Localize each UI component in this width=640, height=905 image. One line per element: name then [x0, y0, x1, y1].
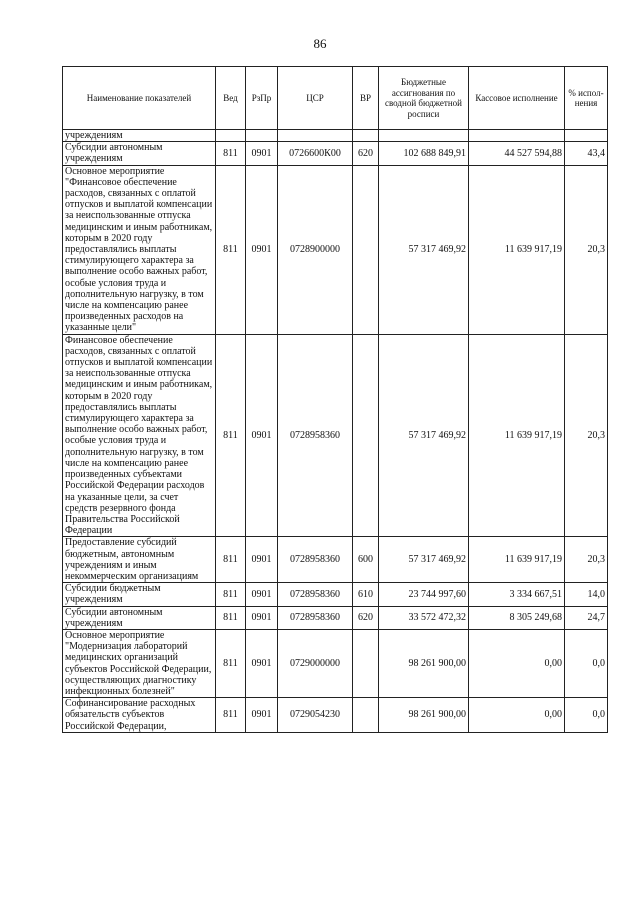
cell-cash: 11 639 917,19	[469, 537, 565, 583]
cell-cash: 3 334 667,51	[469, 583, 565, 606]
cell-rzpr: 0901	[246, 606, 278, 629]
cell-assigned: 57 317 469,92	[379, 537, 469, 583]
cell-cash: 11 639 917,19	[469, 334, 565, 537]
cell-vr: 620	[353, 142, 379, 165]
cell-name: Финансовое обеспечение расходов, связанных с оплатой отпусков и выплатой компенсации за неиспользованные отпуска медицинским и иным работникам, которым в 2020 году предоставлялись выплаты стимулирующего характера за выполнение особо важных работ, особые условия труда и дополнительную нагрузку, в том числе на компенсацию ранее произведенных субъектами Российской Федерации расходов на указанные цели, за счет средств резервного фонда Правительства Российской Федерации	[63, 334, 216, 537]
cell-name: Основное мероприятие "Финансовое обеспечение расходов, связанных с оплатой отпусков и выплатой компенсации за неиспользованные отпуска медицинским и иным работникам, которым в 2020 году предоставлялись выплаты стимулирующего характера за выполнение особо важных работ, особые условия труда и дополнительную нагрузку, в том числе на компенсацию ранее произведенных расходов на указанные цели"	[63, 165, 216, 334]
cell-csr: 0728958360	[278, 583, 353, 606]
cell-rzpr: 0901	[246, 698, 278, 733]
cell-csr: 0728958360	[278, 537, 353, 583]
cell-percent: 24,7	[565, 606, 608, 629]
cell-assigned	[379, 130, 469, 142]
cell-name: Предоставление субсидий бюджетным, автономным учреждениям и иным некоммерческим организациям	[63, 537, 216, 583]
cell-ved: 811	[216, 537, 246, 583]
header-csr: ЦСР	[278, 67, 353, 130]
cell-ved: 811	[216, 606, 246, 629]
cell-assigned: 33 572 472,32	[379, 606, 469, 629]
cell-rzpr: 0901	[246, 334, 278, 537]
cell-rzpr: 0901	[246, 629, 278, 697]
cell-csr	[278, 130, 353, 142]
header-rzpr: РзПр	[246, 67, 278, 130]
cell-rzpr	[246, 130, 278, 142]
cell-rzpr: 0901	[246, 142, 278, 165]
budget-execution-table	[62, 66, 608, 733]
cell-assigned: 98 261 900,00	[379, 698, 469, 733]
cell-ved: 811	[216, 583, 246, 606]
header-percent: % испол-нения	[565, 67, 608, 130]
cell-csr: 0726600К00	[278, 142, 353, 165]
cell-csr: 0729054230	[278, 698, 353, 733]
cell-csr: 0728958360	[278, 606, 353, 629]
cell-cash: 11 639 917,19	[469, 165, 565, 334]
cell-rzpr: 0901	[246, 537, 278, 583]
cell-vr	[353, 165, 379, 334]
header-assigned: Бюджетные ассигнования по сводной бюджетной росписи	[379, 67, 469, 130]
page-number: 86	[313, 36, 327, 51]
cell-rzpr: 0901	[246, 583, 278, 606]
cell-csr: 0728958360	[278, 334, 353, 537]
table-row	[63, 334, 608, 537]
cell-assigned: 98 261 900,00	[379, 629, 469, 697]
cell-cash: 0,00	[469, 698, 565, 733]
cell-vr: 610	[353, 583, 379, 606]
cell-percent: 43,4	[565, 142, 608, 165]
cell-ved	[216, 130, 246, 142]
cell-ved: 811	[216, 698, 246, 733]
cell-name: учреждениям	[63, 130, 216, 142]
table-row	[63, 142, 608, 165]
table-row	[63, 130, 608, 142]
header-ved: Вед	[216, 67, 246, 130]
cell-vr: 600	[353, 537, 379, 583]
cell-percent: 14,0	[565, 583, 608, 606]
cell-percent: 20,3	[565, 165, 608, 334]
table-row	[63, 698, 608, 733]
cell-assigned: 57 317 469,92	[379, 165, 469, 334]
table-row	[63, 537, 608, 583]
cell-name: Субсидии бюджетным учреждениям	[63, 583, 216, 606]
cell-percent: 20,3	[565, 537, 608, 583]
cell-cash: 0,00	[469, 629, 565, 697]
cell-assigned: 23 744 997,60	[379, 583, 469, 606]
table-header-row	[63, 67, 608, 130]
cell-vr	[353, 698, 379, 733]
cell-csr: 0728900000	[278, 165, 353, 334]
cell-vr: 620	[353, 606, 379, 629]
cell-vr	[353, 629, 379, 697]
cell-percent: 20,3	[565, 334, 608, 537]
cell-vr	[353, 334, 379, 537]
cell-percent: 0,0	[565, 698, 608, 733]
table-row	[63, 629, 608, 697]
cell-ved: 811	[216, 629, 246, 697]
cell-name: Субсидии автономным учреждениям	[63, 606, 216, 629]
cell-assigned: 57 317 469,92	[379, 334, 469, 537]
cell-percent: 0,0	[565, 629, 608, 697]
cell-ved: 811	[216, 165, 246, 334]
cell-cash	[469, 130, 565, 142]
cell-ved: 811	[216, 142, 246, 165]
table-row	[63, 165, 608, 334]
header-cash: Кассовое исполнение	[469, 67, 565, 130]
table-row	[63, 606, 608, 629]
cell-vr	[353, 130, 379, 142]
cell-percent	[565, 130, 608, 142]
cell-assigned: 102 688 849,91	[379, 142, 469, 165]
table-row	[63, 583, 608, 606]
cell-name: Основное мероприятие "Модернизация лабораторий медицинских организаций субъектов Российской Федерации, осуществляющих диагностику инфекционных болезней"	[63, 629, 216, 697]
header-name: Наименование показателей	[63, 67, 216, 130]
cell-cash: 44 527 594,88	[469, 142, 565, 165]
cell-rzpr: 0901	[246, 165, 278, 334]
cell-name: Субсидии автономным учреждениям	[63, 142, 216, 165]
header-vr: ВР	[353, 67, 379, 130]
cell-cash: 8 305 249,68	[469, 606, 565, 629]
cell-name: Софинансирование расходных обязательств субъектов Российской Федерации,	[63, 698, 216, 733]
cell-ved: 811	[216, 334, 246, 537]
cell-csr: 0729000000	[278, 629, 353, 697]
